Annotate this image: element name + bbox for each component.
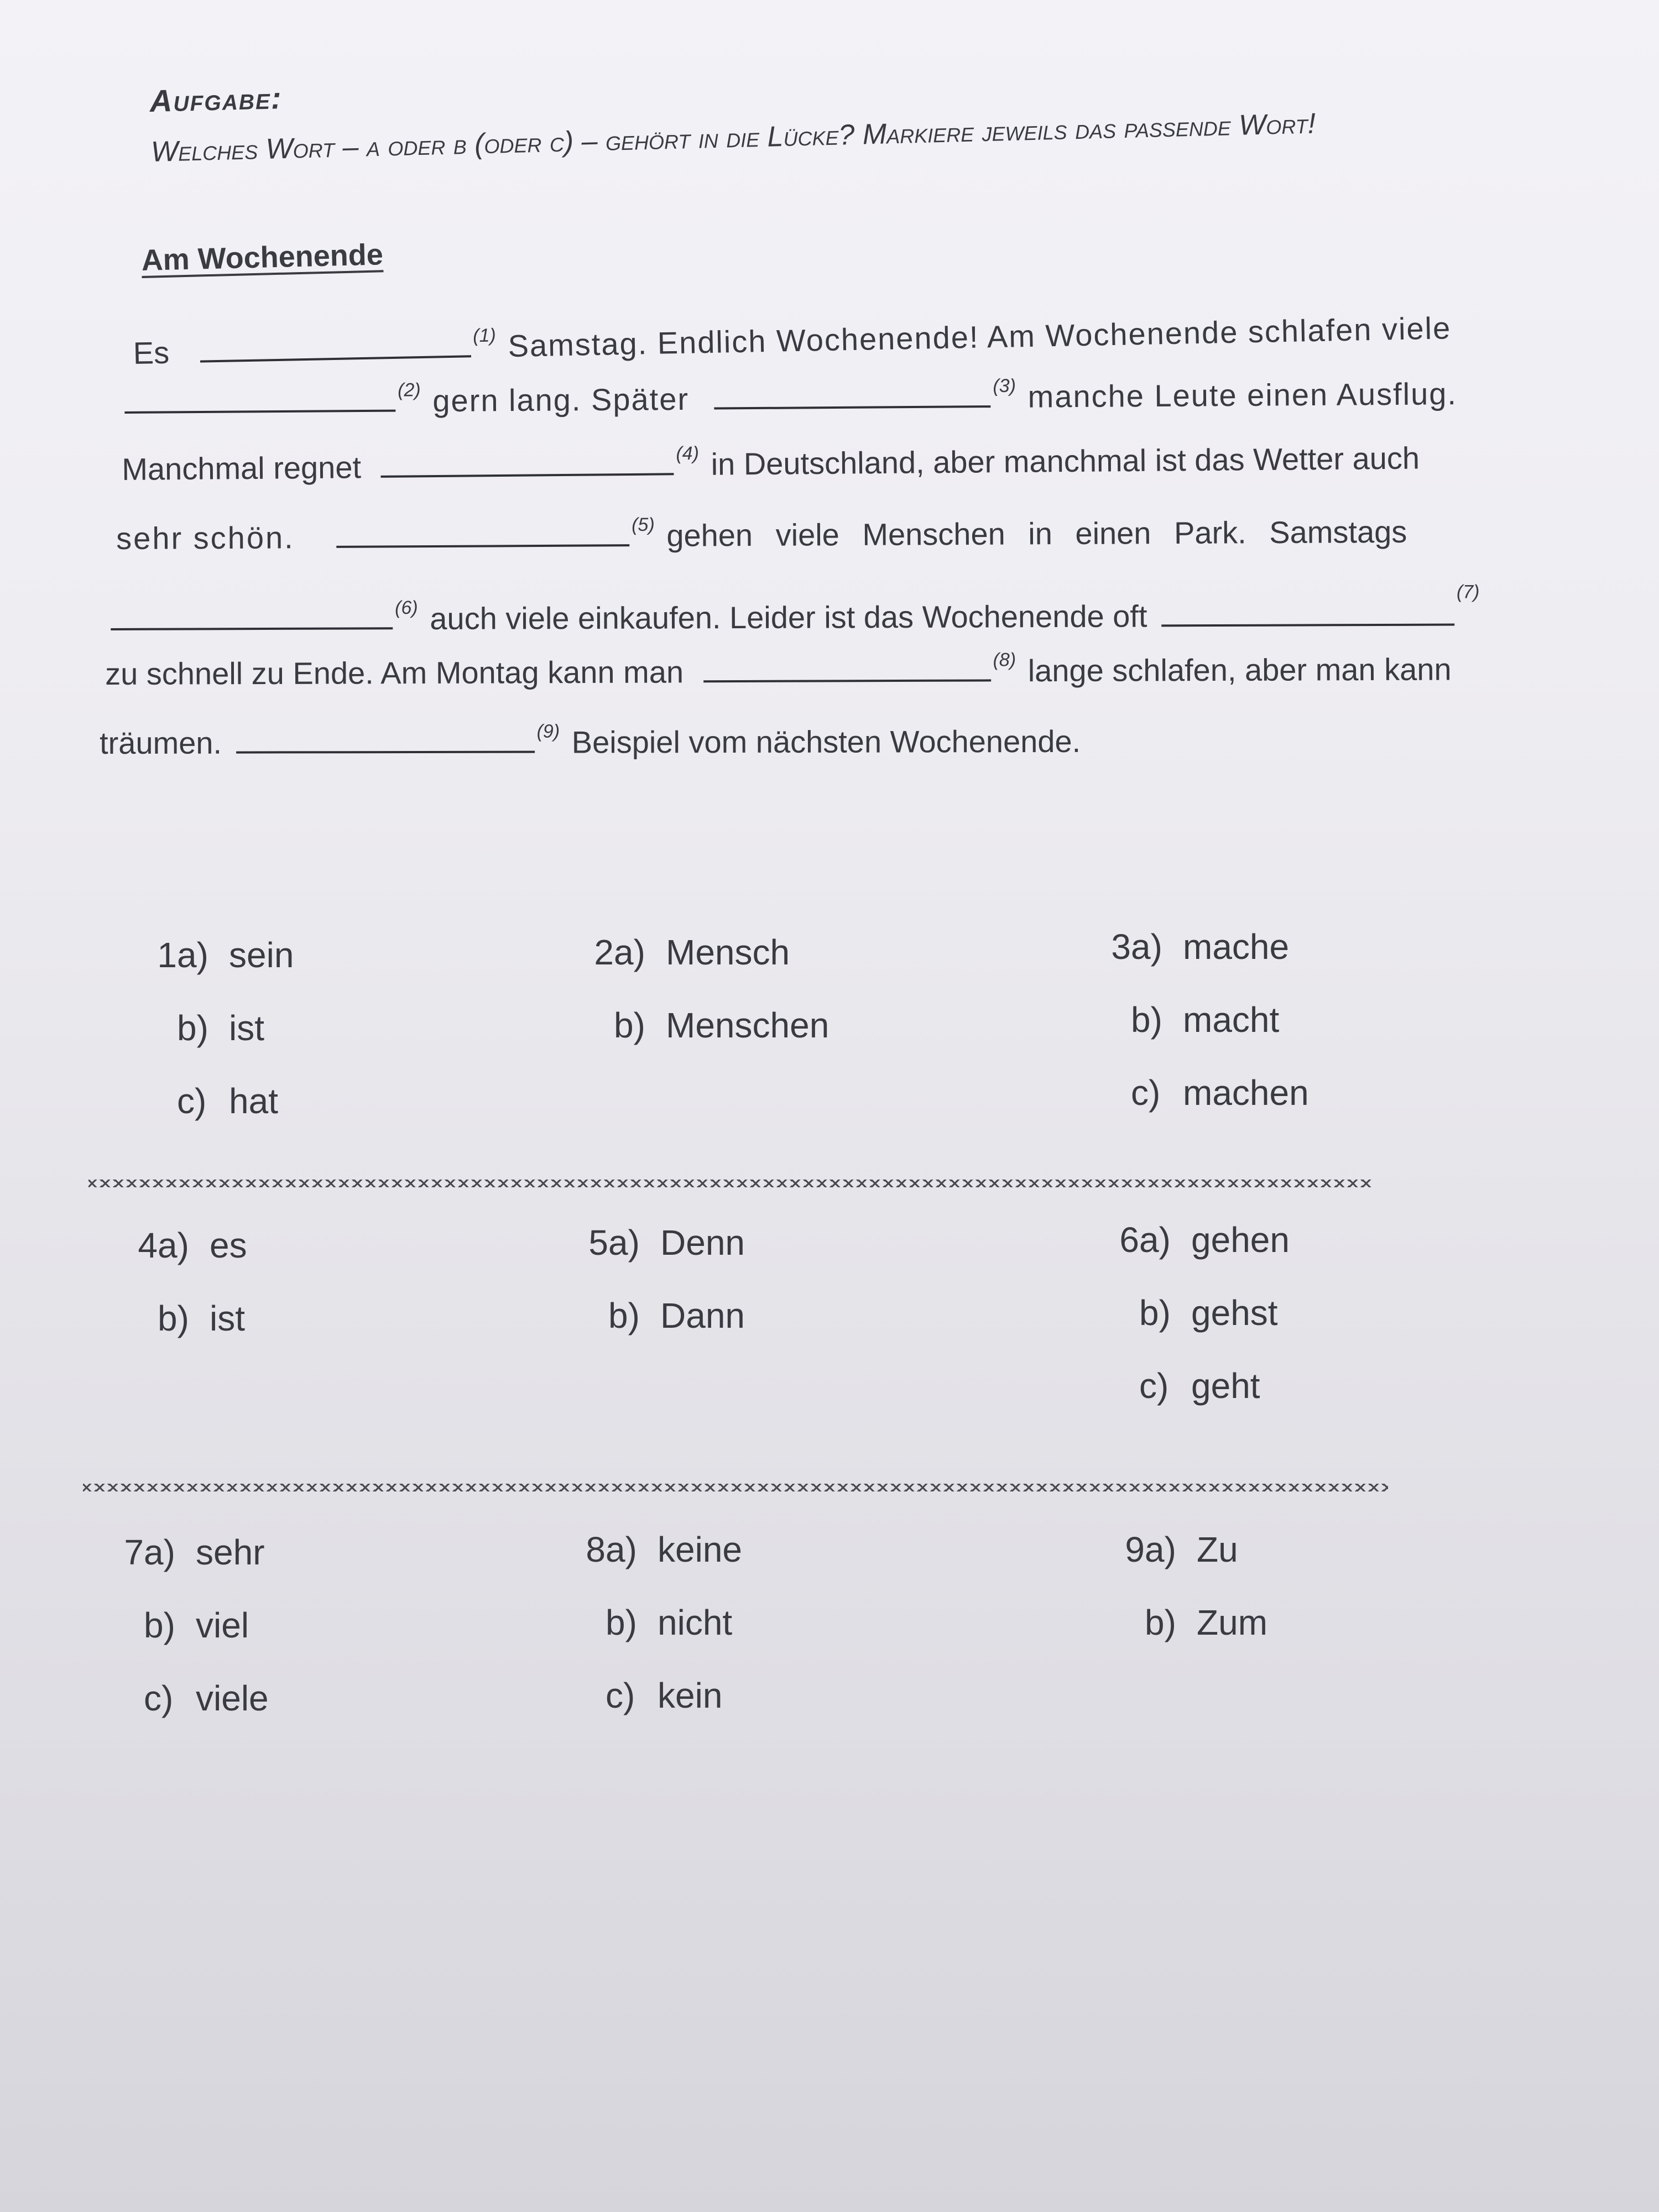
option-letter: c) [606,1676,635,1715]
option-2a[interactable]: Mensch [666,932,790,972]
gap-number: (1) [472,325,497,347]
option-letter: a) [606,1530,637,1569]
line-text: gern lang. Später [432,381,690,419]
option-4a[interactable]: es [210,1225,247,1265]
line-text: lange schlafen, aber man kann [1027,651,1452,688]
option-letter: c) [177,1081,207,1121]
option-letter: b) [1145,1603,1176,1642]
option-9a[interactable]: Zu [1197,1530,1238,1569]
line-text: manche Leute einen Ausflug. [1027,376,1458,414]
option-letter: b) [177,1008,208,1048]
option-5a[interactable]: Denn [660,1223,745,1262]
option-letter: a) [158,1225,189,1265]
option-8a[interactable]: keine [658,1530,742,1569]
blank-7[interactable] [1161,602,1454,627]
task-header [149,50,1506,169]
gap-number: (5) [632,514,655,536]
line-text: träumen. [100,725,222,760]
option-6c[interactable]: geht [1191,1366,1260,1406]
task-label: Aufgabe: [149,80,283,118]
option-letter: b) [608,1296,640,1335]
blank-9[interactable] [236,729,535,754]
option-number: 4 [138,1225,158,1265]
option-7c[interactable]: viele [196,1678,269,1718]
gap-number: (6) [395,597,418,619]
text-line-2 [124,372,1457,421]
option-number: 8 [586,1530,606,1569]
line-text: gehen viele Menschen in einen Park. Samstags [666,514,1407,553]
text-line-3 [122,437,1420,487]
option-letter: a) [144,1532,175,1572]
text-line-7 [100,720,1081,761]
option-number: 1 [157,935,177,975]
line-text: in Deutschland, aber manchmal ist das Wetter auch [711,440,1420,482]
option-letter: b) [614,1005,645,1045]
text-line-4 [116,510,1407,556]
option-letter: a) [1131,927,1162,967]
options-8 [567,1529,742,1748]
option-letter: a) [1145,1530,1176,1569]
option-9b[interactable]: Zum [1197,1603,1267,1642]
line-text: Samstag. Endlich Wochenende! Am Wochenende schlafen viele [508,310,1452,363]
text-line-6 [105,648,1452,692]
task-instruction: Welches Wort – a oder b (oder c) – gehört in die Lücke? Markiere jeweils das passende Wort! [150,107,1316,168]
option-1a[interactable]: sein [229,935,294,975]
text-line-1 [133,306,1452,371]
options-9 [1106,1529,1267,1675]
option-letter: b) [158,1298,189,1338]
option-letter: a) [1139,1220,1171,1260]
option-4b[interactable]: ist [210,1298,245,1338]
wavy-divider-2 [83,1479,1388,1496]
text-title: Am Wochenende [141,238,384,277]
blank-8[interactable] [703,657,991,682]
gap-number: (4) [676,442,700,465]
option-8b[interactable]: nicht [658,1603,733,1642]
options-1 [138,935,294,1154]
text-line-5 [111,581,1483,638]
options-6 [1100,1219,1290,1438]
option-letter: c) [1139,1366,1169,1406]
option-letter: b) [606,1603,637,1642]
option-letter: a) [177,935,208,975]
option-number: 6 [1119,1220,1139,1260]
option-number: 2 [594,932,614,972]
option-2b[interactable]: Menschen [666,1005,830,1045]
line-text: Beispiel vom nächsten Wochenende. [571,723,1081,760]
option-letter: a) [608,1223,640,1262]
option-letter: b) [144,1605,175,1645]
option-3c[interactable]: machen [1183,1073,1309,1113]
option-7a[interactable]: sehr [196,1532,265,1572]
blank-1[interactable] [200,333,471,362]
line-text: Manchmal regnet [122,450,362,487]
option-1b[interactable]: ist [229,1008,264,1048]
gap-number: (7) [1456,581,1480,603]
options-5 [570,1222,745,1368]
option-letter: c) [1131,1073,1161,1113]
options-4 [119,1225,247,1371]
option-6b[interactable]: gehst [1191,1293,1278,1333]
option-3a[interactable]: mache [1183,927,1290,967]
gap-number: (3) [993,375,1016,397]
line-text: zu schnell zu Ende. Am Montag kann man [105,654,684,691]
blank-5[interactable] [336,522,629,548]
option-letter: b) [1131,1000,1162,1040]
option-letter: c) [144,1678,174,1718]
option-7b[interactable]: viel [196,1605,249,1645]
options-7 [105,1532,269,1751]
wavy-divider-1 [88,1175,1371,1192]
option-number: 5 [588,1223,608,1262]
gap-number: (2) [397,379,421,401]
line-text: sehr schön. [116,520,295,556]
option-number: 3 [1111,927,1131,967]
option-letter: a) [614,932,645,972]
option-3b[interactable]: macht [1183,1000,1280,1040]
options-2 [575,932,829,1078]
option-letter: b) [1139,1293,1171,1333]
gap-number: (8) [993,649,1016,671]
blank-3[interactable] [714,383,990,409]
option-1c[interactable]: hat [229,1081,278,1121]
blank-6[interactable] [111,605,393,630]
blank-2[interactable] [124,388,395,414]
gap-number: (9) [536,721,560,742]
option-number: 9 [1125,1530,1145,1569]
option-6a[interactable]: gehen [1191,1220,1290,1260]
option-5b[interactable]: Dann [660,1296,745,1335]
options-3 [1092,926,1309,1145]
line-text: Es [133,335,170,371]
option-8c[interactable]: kein [658,1676,723,1715]
line-text: auch viele einkaufen. Leider ist das Wochenende oft [430,598,1147,636]
blank-4[interactable] [380,451,674,478]
option-number: 7 [124,1532,144,1572]
